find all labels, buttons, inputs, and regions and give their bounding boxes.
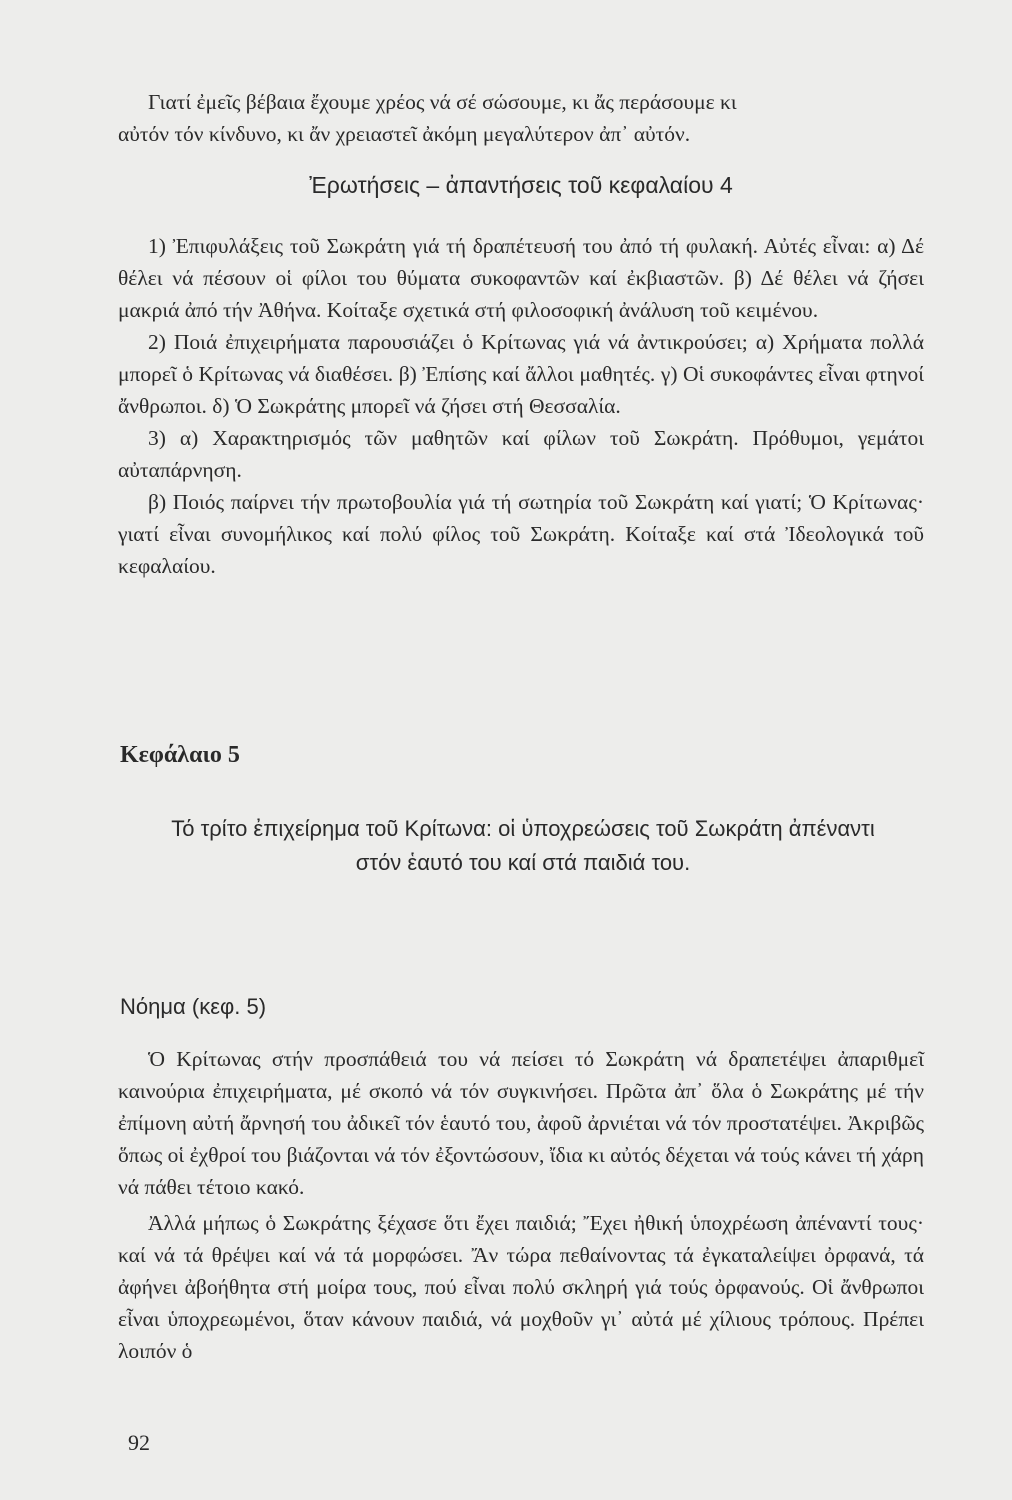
noima-paragraph-2: Ἀλλά μήπως ὁ Σωκράτης ξέχασε ὅτι ἔχει παιδιά; Ἔχει ἠθική ὑποχρέωση ἀπέναντί τους· καί νά τά θρέψει καί νά τά μορφώσει. Ἄν τώρα πεθαίνοντας τά ἐγκαταλείψει ὀρφανά, τά ἀφήνει ἀβοήθητα στή μοίρα τους, πού εἶναι πολύ σκληρή γιά τούς ὀρφανούς. Οἱ ἄνθρωποι εἶναι ὑποχρεωμένοι, ὅταν κάνουν παιδιά, νά μοχθοῦν γι᾽ αὐτά μέ χίλιους τρόπους. Πρέπει λοιπόν ὁ <box>118 1211 924 1363</box>
qa-answer-3: 3) α) Χαρακτηρισμός τῶν μαθητῶν καί φίλων τοῦ Σωκράτη. Πρόθυμοι, γεμάτοι αὐταπάρνηση. <box>118 426 924 482</box>
noima-paragraph-1: Ὁ Κρίτωνας στήν προσπάθειά του νά πείσει τό Σωκράτη νά δραπετέψει ἀπαριθμεῖ καινούρια ἐπιχειρήματα, μέ σκοπό νά τόν συγκινήσει. Πρῶτα ἀπ᾽ ὅλα ὁ Σωκράτης μέ τήν ἐπίμονη αὐτή ἄρνησή του ἀδικεῖ τόν ἑαυτό του, ἀφοῦ ἀρνιέται νά τόν προστατέψει. Ἀκριβῶς ὅπως οἱ ἐχθροί του βιάζονται νά τόν ἐξοντώσουν, ἴδια κι αὐτός δέχεται νά τούς κάνει τή χάρη νά πάθει τέτοιο κακό. <box>118 1047 924 1199</box>
noima-section <box>118 1043 924 1367</box>
chapter-title: Κεφάλαιο 5 <box>120 742 240 768</box>
qa-heading: Ἐρωτήσεις – ἀπαντήσεις τοῦ κεφαλαίου 4 <box>309 172 733 198</box>
intro-line: αὐτόν τόν κίνδυνο, κι ἄν χρειαστεῖ ἀκόμη μεγαλύτερον ἀπ᾽ αὐτόν. <box>118 122 691 146</box>
page-number: 92 <box>128 1430 150 1455</box>
qa-answer-3b: β) Ποιός παίρνει τήν πρωτοβουλία γιά τή σωτηρία τοῦ Σωκράτη καί γιατί; Ὁ Κρίτωνας· γιατί εἶναι συνομήλικος καί πολύ φίλος τοῦ Σωκράτη. Κοίταξε καί στά Ἰδεολογικά τοῦ κεφαλαίου. <box>118 490 924 578</box>
chapter-subtitle <box>118 812 928 880</box>
qa-answer-1: 1) Ἐπιφυλάξεις τοῦ Σωκράτη γιά τή δραπέτευσή του ἀπό τή φυλακή. Αὐτές εἶναι: α) Δέ θέλει νά πέσουν οἱ φίλοι του θύματα συκοφαντῶν καί ἐκβιαστῶν. β) Δέ θέλει νά ζήσει μακριά ἀπό τήν Ἀθήνα. Κοίταξε σχετικά στή φιλοσοφική ἀνάλυση τοῦ κειμένου. <box>118 234 924 322</box>
intro-line: Γιατί ἐμεῖς βέβαια ἔχουμε χρέος νά σέ σώσουμε, κι ἄς περάσουμε κι <box>148 90 737 114</box>
qa-answer-2: 2) Ποιά ἐπιχειρήματα παρουσιάζει ὁ Κρίτωνας γιά νά ἀντικρούσει; α) Χρήματα πολλά μπορεῖ ὁ Κρίτωνας νά διαθέσει. β) Ἐπίσης καί ἄλλοι μαθητές. γ) Οἱ συκοφάντες εἶναι φτηνοί ἄνθρωποι. δ) Ὁ Σωκράτης μπορεῖ νά ζήσει στή Θεσσαλία. <box>118 330 924 418</box>
chapter-subtitle-line-2: στόν ἑαυτό του καί στά παιδιά του. <box>355 850 691 875</box>
noima-heading: Νόημα (κεφ. 5) <box>120 994 267 1019</box>
chapter-subtitle-line-1: Τό τρίτο ἐπιχείρημα τοῦ Κρίτωνα: οἱ ὑποχρεώσεις τοῦ Σωκράτη ἀπέναντι <box>171 816 875 841</box>
qa-section <box>118 230 924 582</box>
intro-paragraph <box>118 86 924 150</box>
